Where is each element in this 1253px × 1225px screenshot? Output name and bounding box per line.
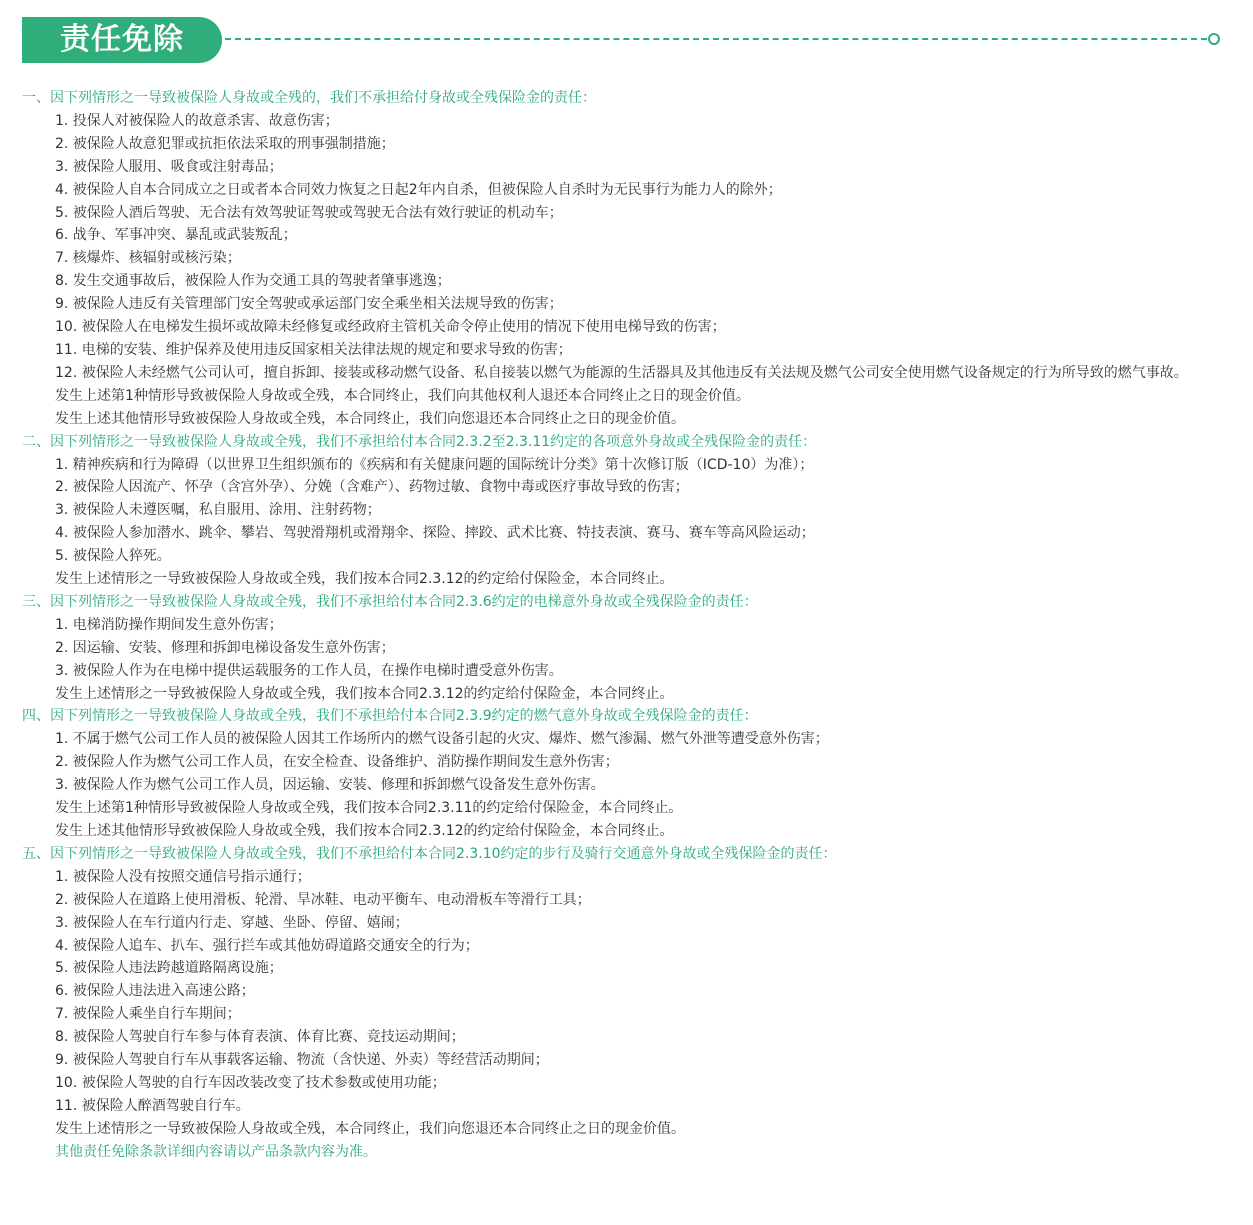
list-item: 7. 核爆炸、核辐射或核污染； [55, 250, 241, 267]
section-header [22, 17, 1222, 63]
list-item: 4. 被保险人自本合同成立之日或者本合同效力恢复之日起2年内自杀，但被保险人自杀时为无民事行为能力人的除外； [55, 181, 782, 198]
section-note: 发生上述情形之一导致被保险人身故或全残，我们按本合同2.3.12的约定给付保险金，本合同终止。 [55, 685, 674, 702]
list-item: 9. 被保险人驾驶自行车从事载客运输、物流（含快递、外卖）等经营活动期间； [55, 1052, 549, 1069]
list-item: 11. 电梯的安装、维护保养及使用违反国家相关法律法规的规定和要求导致的伤害； [55, 341, 572, 358]
section-note: 发生上述情形之一导致被保险人身故或全残，本合同终止，我们向您退还本合同终止之日的现金价值。 [55, 1120, 685, 1137]
list-item: 1. 被保险人没有按照交通信号指示通行； [55, 868, 311, 885]
list-item: 9. 被保险人违反有关管理部门安全驾驶或承运部门安全乘坐相关法规导致的伤害； [55, 296, 563, 313]
closing-note: 其他责任免除条款详细内容请以产品条款内容为准。 [55, 1143, 377, 1160]
list-item: 3. 被保险人在车行道内行走、穿越、坐卧、停留、嬉闹； [55, 914, 409, 931]
section-note: 发生上述情形之一导致被保险人身故或全残，我们按本合同2.3.12的约定给付保险金，本合同终止。 [55, 571, 674, 588]
list-item: 6. 战争、军事冲突、暴乱或武装叛乱； [55, 227, 297, 244]
section-note: 发生上述其他情形导致被保险人身故或全残，我们按本合同2.3.12的约定给付保险金，本合同终止。 [55, 823, 674, 839]
list-item: 2. 被保险人因流产、怀孕（含宫外孕）、分娩（含难产）、药物过敏、食物中毒或医疗事故导致的伤害； [55, 479, 689, 496]
list-item: 3. 被保险人未遵医嘱，私自服用、涂用、注射药物； [55, 502, 381, 519]
list-item: 6. 被保险人违法进入高速公路； [55, 983, 255, 1000]
list-item: 11. 被保险人醉酒驾驶自行车。 [55, 1097, 250, 1114]
list-item: 4. 被保险人追车、扒车、强行拦车或其他妨碍道路交通安全的行为； [55, 937, 479, 954]
list-item: 10. 被保险人在电梯发生损坏或故障未经修复或经政府主管机关命令停止使用的情况下使用电梯导致的伤害； [55, 319, 726, 336]
list-item: 3. 被保险人服用、吸食或注射毒品； [55, 158, 283, 175]
header-dashed-line [225, 38, 1207, 40]
section-note: 发生上述第1种情形导致被保险人身故或全残，本合同终止，我们向其他权利人退还本合同终止之日的现金价值。 [55, 387, 750, 404]
section-heading: 二、因下列情形之一导致被保险人身故或全残，我们不承担给付本合同2.3.2至2.3.11约定的各项意外身故或全残保险金的责任： [22, 433, 817, 450]
list-item: 1. 投保人对被保险人的故意杀害、故意伤害； [55, 112, 339, 129]
section-note: 发生上述第1种情形导致被保险人身故或全残，我们按本合同2.3.11的约定给付保险金，本合同终止。 [55, 800, 683, 817]
page-title: 责任免除 [22, 17, 222, 63]
list-item: 5. 被保险人猝死。 [55, 548, 171, 565]
section-heading: 五、因下列情形之一导致被保险人身故或全残，我们不承担给付本合同2.3.10约定的步行及骑行交通意外身故或全残保险金的责任： [22, 845, 837, 862]
list-item: 1. 精神疾病和行为障碍（以世界卫生组织颁布的《疾病和有关健康问题的国际统计分类》第十次修订版（ICD-10）为准）； [55, 456, 814, 473]
section-heading: 四、因下列情形之一导致被保险人身故或全残，我们不承担给付本合同2.3.9约定的燃气意外身故或全残保险金的责任： [22, 708, 758, 725]
header-end-circle-icon [1208, 33, 1220, 45]
list-item: 5. 被保险人违法跨越道路隔离设施； [55, 960, 283, 977]
list-item: 2. 被保险人在道路上使用滑板、轮滑、旱冰鞋、电动平衡车、电动滑板车等滑行工具； [55, 891, 591, 908]
list-item: 7. 被保险人乘坐自行车期间； [55, 1006, 241, 1023]
list-item: 3. 被保险人作为燃气公司工作人员，因运输、安装、修理和拆卸燃气设备发生意外伤害。 [55, 777, 605, 794]
list-item: 12. 被保险人未经燃气公司认可，擅自拆卸、接装或移动燃气设备、私自接装以燃气为能源的生活器具及其他违反有关法规及燃气公司安全使用燃气设备规定的行为所导致的燃气事故。 [55, 364, 1188, 381]
list-item: 10. 被保险人驾驶的自行车因改装改变了技术参数或使用功能； [55, 1074, 446, 1091]
list-item: 1. 不属于燃气公司工作人员的被保险人因其工作场所内的燃气设备引起的火灾、爆炸、燃气渗漏、燃气外泄等遭受意外伤害； [55, 731, 829, 748]
list-item: 2. 因运输、安装、修理和拆卸电梯设备发生意外伤害； [55, 639, 395, 656]
list-item: 5. 被保险人酒后驾驶、无合法有效驾驶证驾驶或驾驶无合法有效行驶证的机动车； [55, 204, 563, 221]
list-item: 2. 被保险人作为燃气公司工作人员，在安全检查、设备维护、消防操作期间发生意外伤害； [55, 754, 619, 771]
list-item: 2. 被保险人故意犯罪或抗拒依法采取的刑事强制措施； [55, 135, 395, 152]
section-heading: 一、因下列情形之一导致被保险人身故或全残的，我们不承担给付身故或全残保险金的责任： [22, 90, 596, 106]
section-heading: 三、因下列情形之一导致被保险人身故或全残，我们不承担给付本合同2.3.6约定的电梯意外身故或全残保险金的责任： [22, 593, 758, 610]
list-item: 4. 被保险人参加潜水、跳伞、攀岩、驾驶滑翔机或滑翔伞、探险、摔跤、武术比赛、特技表演、赛马、赛车等高风险运动； [55, 525, 815, 542]
exclusions-content [22, 87, 1217, 1164]
list-item: 8. 被保险人驾驶自行车参与体育表演、体育比赛、竞技运动期间； [55, 1029, 465, 1046]
section-note: 发生上述其他情形导致被保险人身故或全残，本合同终止，我们向您退还本合同终止之日的现金价值。 [55, 410, 685, 427]
list-item: 1. 电梯消防操作期间发生意外伤害； [55, 616, 283, 633]
list-item: 3. 被保险人作为在电梯中提供运载服务的工作人员，在操作电梯时遭受意外伤害。 [55, 662, 563, 679]
list-item: 8. 发生交通事故后，被保险人作为交通工具的驾驶者肇事逃逸； [55, 273, 451, 290]
